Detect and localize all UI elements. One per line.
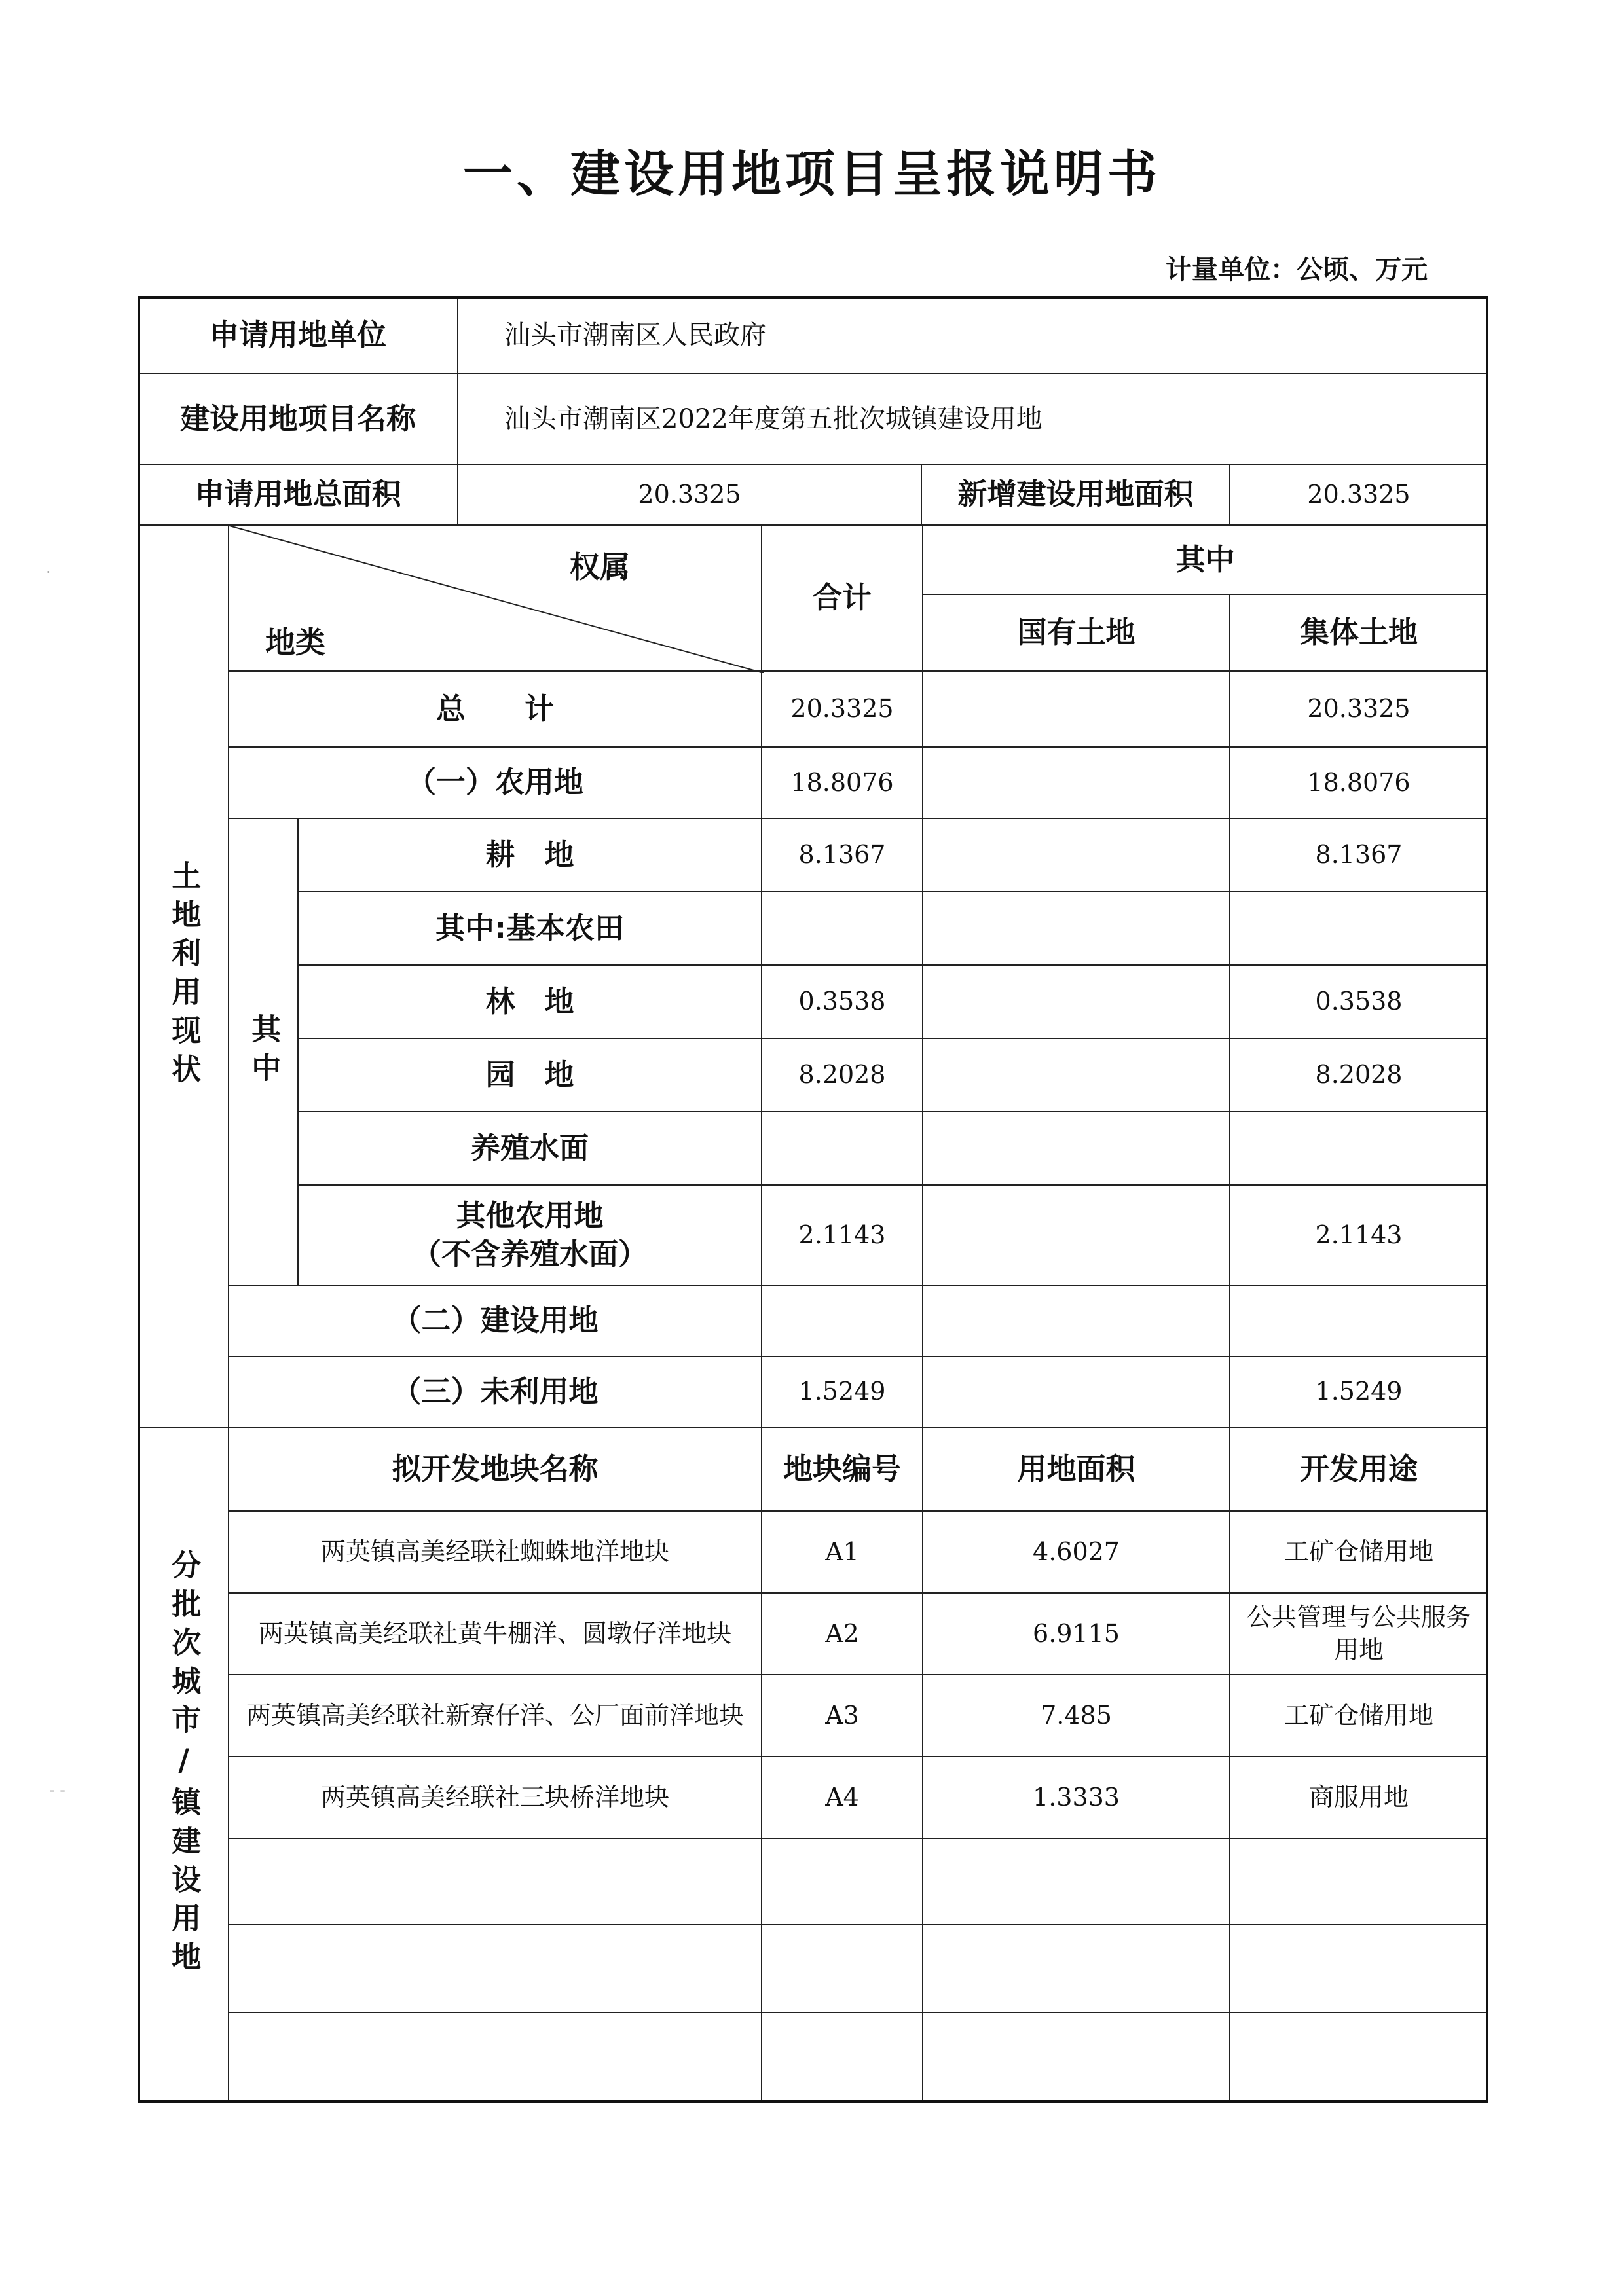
- land-row-name: 养殖水面: [297, 1111, 762, 1186]
- land-row-name: （一）农用地: [228, 746, 762, 819]
- land-row-state: [922, 1285, 1230, 1357]
- parcel-row-area: 4.6027: [922, 1510, 1230, 1594]
- parcel-row-name: [228, 1838, 762, 1925]
- col-state-header: 国有土地: [922, 594, 1230, 672]
- land-row-state: [922, 1111, 1230, 1186]
- parcel-row-area: [922, 1924, 1230, 2013]
- corner-top-label: 权属: [570, 549, 630, 585]
- scan-mark: ·: [46, 563, 51, 581]
- land-row-collective: [1229, 1111, 1488, 1186]
- land-row-total: 0.3538: [761, 964, 923, 1039]
- col-group-header: 其中: [922, 524, 1488, 595]
- land-row-state: [922, 891, 1230, 966]
- land-row-total: [761, 1285, 923, 1357]
- parcel-row-name: 两英镇高美经联社蜘蛛地洋地块: [228, 1510, 762, 1594]
- parcel-row-use: 工矿仓储用地: [1229, 1674, 1488, 1757]
- parcel-row-code: [761, 2012, 923, 2103]
- col-parcel-name-header: 拟开发地块名称: [228, 1427, 762, 1512]
- land-row-name: 林 地: [297, 964, 762, 1039]
- land-row-state: [922, 670, 1230, 748]
- land-row-collective: [1229, 891, 1488, 966]
- land-row-collective: 0.3538: [1229, 964, 1488, 1039]
- land-row-total: 1.5249: [761, 1356, 923, 1428]
- scan-mark: - -: [49, 1781, 65, 1799]
- col-parcel-area-header: 用地面积: [922, 1427, 1230, 1512]
- land-row-name: （二）建设用地: [228, 1285, 762, 1357]
- land-row-total: [761, 1111, 923, 1186]
- applicant-value: 汕头市潮南区人民政府: [457, 296, 1488, 374]
- land-row-name: 耕 地: [297, 818, 762, 892]
- total-area-label: 申请用地总面积: [138, 464, 458, 526]
- land-row-name: 其他农用地 （不含养殖水面）: [297, 1184, 762, 1286]
- parcel-row-code: [761, 1924, 923, 2013]
- parcels-side-label: 分批次城市/镇建设用地: [138, 1427, 229, 2103]
- applicant-label: 申请用地单位: [138, 296, 458, 374]
- land-row-state: [922, 818, 1230, 892]
- parcel-row-area: 6.9115: [922, 1592, 1230, 1675]
- parcel-row-use: [1229, 2012, 1488, 2103]
- parcel-row-code: A3: [761, 1674, 923, 1757]
- parcel-row-area: 1.3333: [922, 1756, 1230, 1839]
- project-label: 建设用地项目名称: [138, 373, 458, 465]
- parcel-row-name: 两英镇高美经联社三块桥洋地块: [228, 1756, 762, 1839]
- parcel-row-name: 两英镇高美经联社新寮仔洋、公厂面前洋地块: [228, 1674, 762, 1757]
- land-row-state: [922, 1038, 1230, 1112]
- land-row-name: 园 地: [297, 1038, 762, 1112]
- parcel-row-use: 商服用地: [1229, 1756, 1488, 1839]
- parcel-row-area: 7.485: [922, 1674, 1230, 1757]
- land-row-state: [922, 746, 1230, 819]
- land-row-collective: 8.1367: [1229, 818, 1488, 892]
- land-row-name: （三）未利用地: [228, 1356, 762, 1428]
- land-row-total: 20.3325: [761, 670, 923, 748]
- parcel-row-use: [1229, 1924, 1488, 2013]
- land-row-collective: 1.5249: [1229, 1356, 1488, 1428]
- land-row-total: 18.8076: [761, 746, 923, 819]
- sub-group-label: 其中: [228, 818, 299, 1286]
- land-row-collective: 18.8076: [1229, 746, 1488, 819]
- land-row-collective: 2.1143: [1229, 1184, 1488, 1286]
- parcel-row-code: A1: [761, 1510, 923, 1594]
- parcel-row-area: [922, 2012, 1230, 2103]
- project-value: 汕头市潮南区2022年度第五批次城镇建设用地: [457, 373, 1488, 465]
- land-row-collective: [1229, 1285, 1488, 1357]
- land-row-state: [922, 964, 1230, 1039]
- parcel-row-use: 公共管理与公共服务用地: [1229, 1592, 1488, 1675]
- parcel-row-code: [761, 1838, 923, 1925]
- land-use-side-label: 土地利用现状: [138, 524, 229, 1428]
- corner-bottom-label: 地类: [265, 625, 325, 660]
- parcel-row-use: [1229, 1838, 1488, 1925]
- land-row-state: [922, 1184, 1230, 1286]
- col-total-header: 合计: [761, 524, 923, 672]
- total-area-value: 20.3325: [457, 464, 922, 526]
- new-area-value: 20.3325: [1229, 464, 1488, 526]
- land-row-collective: 20.3325: [1229, 670, 1488, 748]
- land-row-name: 其中:基本农田: [297, 891, 762, 966]
- land-row-collective: 8.2028: [1229, 1038, 1488, 1112]
- land-row-state: [922, 1356, 1230, 1428]
- parcel-row-name: [228, 1924, 762, 2013]
- land-row-total: 8.2028: [761, 1038, 923, 1112]
- parcel-row-use: 工矿仓储用地: [1229, 1510, 1488, 1594]
- parcel-row-name: [228, 2012, 762, 2103]
- land-row-total: 2.1143: [761, 1184, 923, 1286]
- parcel-row-name: 两英镇高美经联社黄牛棚洋、圆墩仔洋地块: [228, 1592, 762, 1675]
- col-parcel-code-header: 地块编号: [761, 1427, 923, 1512]
- col-collective-header: 集体土地: [1229, 594, 1488, 672]
- document-title: 一、建设用地项目呈报说明书: [463, 145, 1161, 203]
- land-row-total: 8.1367: [761, 818, 923, 892]
- unit-label: 计量单位：公顷、万元: [1166, 255, 1428, 285]
- parcel-row-area: [922, 1838, 1230, 1925]
- parcel-row-code: A2: [761, 1592, 923, 1675]
- parcel-row-code: A4: [761, 1756, 923, 1839]
- land-row-name: 总 计: [228, 670, 762, 748]
- land-row-total: [761, 891, 923, 966]
- new-area-label: 新增建设用地面积: [921, 464, 1230, 526]
- col-parcel-use-header: 开发用途: [1229, 1427, 1488, 1512]
